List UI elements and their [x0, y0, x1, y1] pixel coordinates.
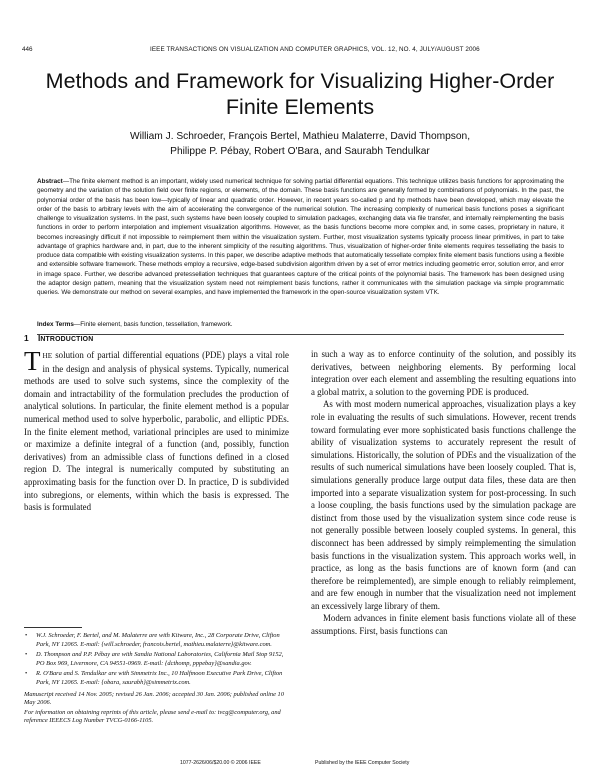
left-column	[24, 346, 289, 514]
index-terms-label: Index Terms	[37, 321, 74, 328]
abstract-label: Abstract	[37, 178, 63, 185]
affiliation-note: • R. O'Bara and S. Tendulkar are with Simmetrix Inc., 10 Halfmoon Executive Park Drive, Clifton Park, NY 12065. E-mail: {obara, saurabh}@simmetrix.com.	[36, 670, 289, 687]
publisher-line: Published by the IEEE Computer Society	[315, 760, 410, 766]
body-paragraph: in such a way as to enforce continuity of the solution, and possibly its derivatives, between neighboring elements. By performing local integration over each element and assembling the resulting equations into a global matrix, a solution to the governing PDE is produced.	[311, 349, 576, 397]
paper-title: Methods and Framework for Visualizing Higher-Order Finite Elements	[45, 69, 555, 119]
drop-cap: T	[24, 346, 41, 376]
footnotes	[24, 632, 289, 726]
abstract-text: —The finite element method is an important, widely used numerical technique for solving partial differential equations. This technique utilizes basis functions for approximating the geometry and the variation of the solution field over finite regions, or elements, of the domain. These basis functions are generally formed by combinations of polynomials. In the past, the polynomial order of the basis has been low—typically of linear and quadratic order. However, in recent years so-called p and hp methods have been developed, which may elevate the order of the basis to arbitrary levels with the aim of accelerating the convergence of the numerical solution. The increasing complexity of numerical basis functions poses a significant challenge to visualization systems. In the past, such systems have been loosely coupled to simulation packages, exchanging data via file transfer, and internally reimplementing the basis functions in order to perform interpolation and implement visualization algorithms. However, as the basis functions become more complex and, in some cases, proprietary in nature, it becomes increasingly difficult if not impossible to reimplement them within the visualization system. Further, most visualization systems typically process linear primitives, in part to take advantage of graphics hardware and, in part, due to the inherent simplicity of the resulting algorithms. Thus, visualization of higher-order finite elements requires tessellating the basis to produce data compatible with existing visualization systems. In this paper, we describe adaptive methods that automatically tessellate complex finite element basis functions using a flexible and extensible software framework. These methods employ a recursive, edge-based subdivision algorithm driven by a set of error metrics including geometric error, solution error, and error in image space. Further, we describe advanced pretessellation techniques that guarantees capture of the critical points of the polynomial basis. The framework has been designed using the adaptor design pattern, meaning that the visualization system need not reimplement basis functions, rather it communicates with the simulation package via simple programmatic queries. We demonstrate our method on several examples, and have implemented the framework in the open-source visualization system VTK.	[37, 178, 564, 296]
copyright-line: 1077-2626/06/$20.00 © 2006 IEEE	[180, 760, 261, 766]
affiliation-note: • D. Thompson and P.P. Pébay are with Sandia National Laboratories, California Mail Stop 9152, PO Box 969, Livermore, CA 94551-0969. E-mail: {dcthomp, pppebay}@sandia.gov.	[36, 651, 289, 668]
page-number: 446	[22, 46, 33, 53]
index-terms-text: —Finite element, basis function, tessellation, framework.	[73, 321, 233, 328]
affiliation-note: • W.J. Schroeder, F. Bertel, and M. Malaterre are with Kitware, Inc., 28 Corporate Drive, Clifton Park, NY 12065. E-mail: {will.schroeder, francois.bertel, mathieu.malaterre}@kitware.com.	[36, 632, 289, 649]
footnote-divider	[24, 627, 82, 628]
body-paragraph: As with most modern numerical approaches, visualization plays a key role in evaluating the results of such simulations. However, recent trends toward formulating ever more sophisticated basis functions challenge the ability of visualization systems to accurately represent the result of simulations. Historically, the solution of PDEs and the visualization of the results of such numerical simulations have been loosely coupled. That is, simulations generally produce large output data files, these data are then imported into a separate visualization system for post-processing. In such a loose coupling, the basis functions used by the simulation package are distinct from those used by the visualization system since code reuse is not generally possible between loosely coupled systems. In general, this disconnect has been addressed by simply reimplementing the simulation basis functions in the visualization system. This approach works well, in practice, as long as the basis functions are of known form (and can therefore be reimplemented), are simple enough to reliably reimplement, and are few enough in number that the visualization need not implement an excessively large library of them.	[311, 399, 576, 611]
section-heading	[24, 333, 93, 343]
section-title-rest: NTRODUCTION	[40, 336, 94, 343]
manuscript-dates: Manuscript received 14 Nov. 2005; revised 26 Jan. 2006; accepted 30 Jan. 2006; published online 10 May 2006.	[24, 690, 284, 707]
section-number: 1	[24, 333, 29, 343]
body-paragraph: Modern advances in finite element basis functions violate all of these assumptions. First, basis functions can	[311, 613, 576, 637]
paragraph-text: solution of partial differential equations (PDE) plays a vital role in the design and analysis of physical systems. Typically, numerical methods are used to solve such systems, since the complexity of the domain and intractability of the formulation precludes the production of analytical solutions. In particular, the finite element method is a popular numerical method used to solve hyperbolic, parabolic, and elliptic PDEs. In the finite element method, variational principles are used to minimize or maximize a definite integral of a function (and, possibly, function derivatives) from an admissible class of functions defined in a closed region D. The integral is numerically computed by substituting an approximating basis for the function over D. In practice, D is subdivided into subregions, or elements, within which the basis is expressed. The basis is formulated	[24, 350, 289, 513]
author-list	[40, 129, 560, 159]
body-paragraph	[24, 346, 289, 514]
index-terms	[37, 320, 564, 329]
right-column	[311, 348, 576, 638]
abstract-divider	[37, 334, 564, 335]
author-line: William J. Schroeder, François Bertel, Mathieu Malaterre, David Thompson,	[129, 131, 471, 142]
reprints-note: For information on obtaining reprints of this article, please send e-mail to: tvcg@computer.org, and reference IEEECS Log Number TVCG-0166-1105.	[24, 708, 281, 725]
section-title-initial: I	[37, 333, 41, 343]
first-word-smallcaps: HE	[42, 351, 53, 360]
abstract	[37, 177, 564, 297]
author-line: Philippe P. Pébay, Robert O'Bara, and Saurabh Tendulkar	[170, 146, 430, 157]
running-header: IEEE TRANSACTIONS ON VISUALIZATION AND COMPUTER GRAPHICS, VOL. 12, NO. 4, JULY/AUGUST 2006	[150, 46, 480, 53]
